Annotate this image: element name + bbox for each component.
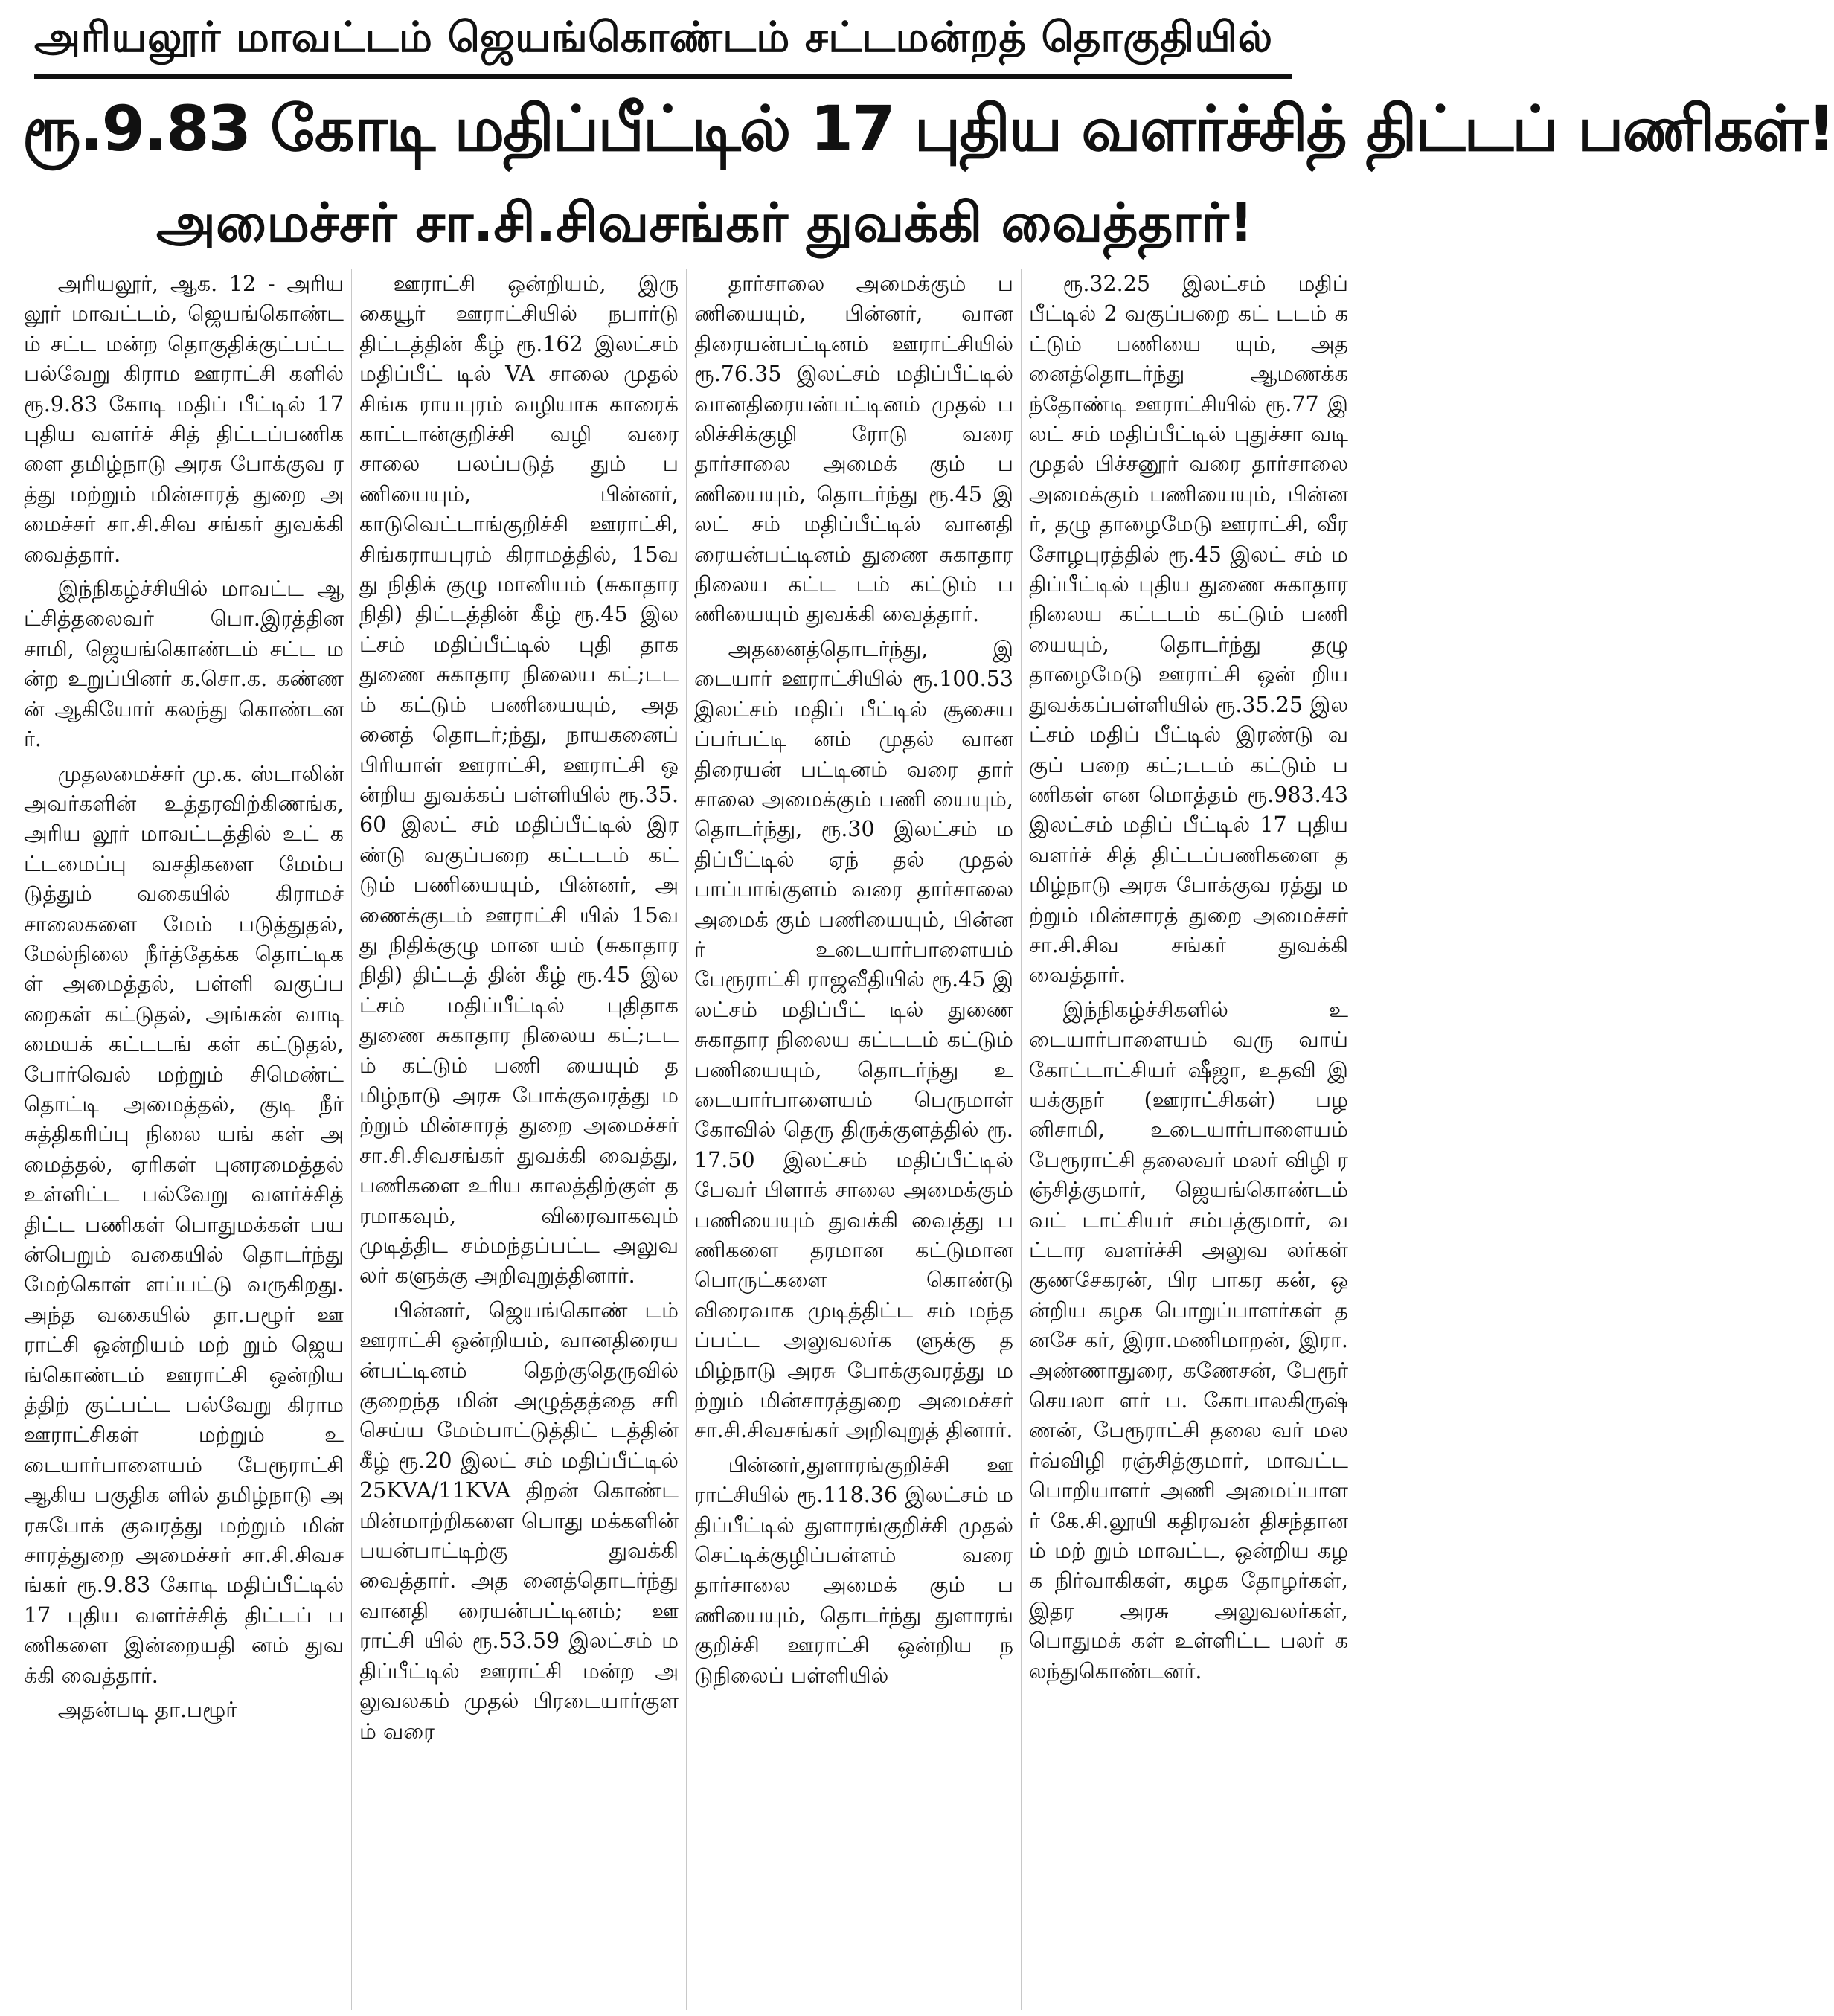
article-columns [16, 269, 1356, 2010]
article-paragraph: முதலமைச்சர் மு.க. ஸ்டாலின் அவர்களின் உத்தரவிற்கிணங்க, அரிய லூர் மாவட்டத்தில் உட் கட்டமைப்பு வசதிகளை மேம்படுத்தும் வகையில் கிராமச் சாலைகளை மேம் படுத்துதல், மேல்நிலை நீர்த்தேக்க தொட்டிகள் அமைத்தல், பள்ளி வகுப்ப றைகள் கட்டுதல், அங்கன் வாடி மையக் கட்டடங் கள் கட்டுதல், போர்வெல் மற்றும் சிமெண்ட் தொட்டி அமைத்தல், குடி நீர் சுத்திகரிப்பு நிலை யங் கள் அமைத்தல், ஏரிகள் புனரமைத்தல் உள்ளிட்ட பல்வேறு வளர்ச்சித் திட்ட பணிகள் பொதுமக்கள் பயன்பெறும் வகையில் தொடர்ந்து மேற்கொள் ளப்பட்டு வருகிறது. அந்த வகையில் தா.பழூர் ஊராட்சி ஒன்றியம் மற் றும் ஜெயங்கொண்டம் ஊராட்சி ஒன்றியத்திற் குட்பட்ட பல்வேறு கிராம ஊராட்சிகள் மற்றும் உடையார்பாளையம் பேரூராட்சி ஆகிய பகுதிக ளில் தமிழ்நாடு அரசுபோக் குவரத்து மற்றும் மின் சாரத்துறை அமைச்சர் சா.சி.சிவசங்கர் ரூ.9.83 கோடி மதிப்பீட்டில் 17 புதிய வளர்ச்சித் திட்டப் பணிகளை இன்றையதி னம் துவக்கி வைத்தார். [24, 761, 344, 1688]
article-column-1 [16, 269, 351, 2010]
article-column-3 [686, 269, 1021, 2010]
article-paragraph: இந்நிகழ்ச்சியில் மாவட்ட ஆட்சித்தலைவர் பொ.இரத்தினசாமி, ஜெயங்கொண்டம் சட்ட மன்ற உறுப்பினர் க.சொ.க. கண்ணன் ஆகியோர் கலந்து கொண்டனர். [24, 577, 344, 752]
article-paragraph: பின்னர், ஜெயங்கொண் டம் ஊராட்சி ஒன்றியம், வானதிரையன்பட்டினம் தெற்குதெருவில் குறைந்த மின் அழுத்தத்தை சரி செய்ய மேம்பாட்டுத்திட் டத்தின் கீழ் ரூ.20 இலட் சம் மதிப்பீட்டில் 25KVA/11KVA திறன் கொண்ட மின்மாற்றிகளை பொது மக்களின் பயன்பாட்டிற்கு துவக்கி வைத்தார். அத னைத்தொடர்ந்து வானதி ரையன்பட்டினம்; ஊராட்சி யில் ரூ.53.59 இலட்சம் மதிப்பீட்டில் ஊராட்சி மன்ற அலுவலகம் முதல் பிரடையார்குளம் வரை [359, 1297, 679, 1744]
article-paragraph: ஊராட்சி ஒன்றியம், இரு கையூர் ஊராட்சியில் நபார்டு திட்டத்தின் கீழ் ரூ.162 இலட்சம் மதிப்பீட் டில் VA சாலை முதல் சிங்க ராயபுரம் வழியாக காரைக் காட்டான்குறிச்சி வழி வரை சாலை பலப்படுத் தும் பணியையும், பின்னர், காடுவெட்டாங்குறிச்சி ஊராட்சி, சிங்கராயபுரம் கிராமத்தில், 15வது நிதிக் குழு மானியம் (சுகாதார நிதி) திட்டத்தின் கீழ் ரூ.45 இலட்சம் மதிப்பீட்டில் புதி தாக துணை சுகாதார நிலைய கட்;டடம் கட்டும் பணியையும், அதனைத் தொடர்;ந்து, நாயகனைப் பிரியாள் ஊராட்சி, ஊராட்சி ஒன்றிய துவக்கப் பள்ளியில் ரூ.35.60 இலட் சம் மதிப்பீட்டில் இரண்டு வகுப்பறை கட்டடம் கட் டும் பணியையும், பின்னர், அணைக்குடம் ஊராட்சி யில் 15வது நிதிக்குழு மான யம் (சுகாதார நிதி) திட்டத் தின் கீழ் ரூ.45 இலட்சம் மதிப்பீட்டில் புதிதாக துணை சுகாதார நிலைய கட்;டடம் கட்டும் பணி யையும் தமிழ்நாடு அரசு போக்குவரத்து மற்றும் மின்சாரத் துறை அமைச்சர் சா.சி.சிவசங்கர் துவக்கி வைத்து, பணிகளை உரிய காலத்திற்குள் தரமாகவும், விரைவாகவும் முடித்திட சம்மந்தப்பட்ட அலுவலர் களுக்கு அறிவுறுத்தினார். [359, 272, 679, 1288]
article-paragraph: அதனைத்தொடர்ந்து, இடையார் ஊராட்சியில் ரூ.100.53 இலட்சம் மதிப் பீட்டில் சூசையப்பர்பட்டி னம் முதல் வானதிரையன் பட்டினம் வரை தார் சாலை அமைக்கும் பணி யையும், தொடர்ந்து, ரூ.30 இலட்சம் மதிப்பீட்டில் ஏந் தல் முதல் பாப்பாங்குளம் வரை தார்சாலை அமைக் கும் பணியையும், பின்னர் உடையார்பாளையம் பேரூராட்சி ராஜவீதியில் ரூ.45 இலட்சம் மதிப்பீட் டில் துணை சுகாதார நிலைய கட்டடம் கட்டும் பணியையும், தொடர்ந்து உடையார்பாளையம் பெருமாள் கோவில் தெரு திருக்குளத்தில் ரூ.17.50 இலட்சம் மதிப்பீட்டில் பேவர் பிளாக் சாலை அமைக்கும் பணியையும் துவக்கி வைத்து பணிகளை தரமான கட்டுமான பொருட்களை கொண்டு விரைவாக முடித்திட்ட சம் மந்தப்பட்ட அலுவலர்க ளுக்கு தமிழ்நாடு அரசு போக்குவரத்து மற்றும் மின்சாரத்துறை அமைச்சர் சா.சி.சிவசங்கர் அறிவுறுத் தினார். [694, 636, 1013, 1443]
subheadline: அமைச்சர் சா.சி.சிவசங்கர் துவக்கி வைத்தார்! [156, 191, 1254, 254]
article-paragraph: தார்சாலை அமைக்கும் பணியையும், பின்னர், வானதிரையன்பட்டினம் ஊராட்சியில் ரூ.76.35 இலட்சம் மதிப்பீட்டில் வானதிரையன்பட்டினம் முதல் பலிச்சிக்குழி ரோடு வரை தார்சாலை அமைக் கும் பணியையும், தொடர்ந்து ரூ.45 இலட் சம் மதிப்பீட்டில் வானதி ரையன்பட்டினம் துணை சுகாதார நிலைய கட்ட டம் கட்டும் பணியையும் துவக்கி வைத்தார். [694, 272, 1013, 627]
article-column-2 [351, 269, 686, 2010]
headline: ரூ.9.83 கோடி மதிப்பீட்டில் 17 புதிய வளர்ச்சித் திட்டப் பணிகள்! [22, 92, 1834, 165]
article-paragraph: ரூ.32.25 இலட்சம் மதிப் பீட்டில் 2 வகுப்பறை கட் டடம் கட்டும் பணியை யும், அதனைத்தொடர்ந்து ஆமணக்கந்தோண்டி ஊராட்சியில் ரூ.77 இலட் சம் மதிப்பீட்டில் புதுச்சா வடி முதல் பிச்சனூர் வரை தார்சாலை அமைக்கும் பணியையும், பின்னர், தழு தாழைமேடு ஊராட்சி, வீர சோழபுரத்தில் ரூ.45 இலட் சம் மதிப்பீட்டில் புதிய துணை சுகாதார நிலைய கட்டடம் கட்டும் பணி யையும், தொடர்ந்து தழு தாழைமேடு ஊராட்சி ஒன் றிய துவக்கப்பள்ளியில் ரூ.35.25 இலட்சம் மதிப் பீட்டில் இரண்டு வகுப் பறை கட்;டடம் கட்டும் பணிகள் என மொத்தம் ரூ.983.43 இலட்சம் மதிப் பீட்டில் 17 புதிய வளர்ச் சித் திட்டப்பணிகளை தமிழ்நாடு அரசு போக்குவ ரத்து மற்றும் மின்சாரத் துறை அமைச்சர் சா.சி.சிவ சங்கர் துவக்கி வைத்தார். [1029, 272, 1348, 988]
article-paragraph: அதன்படி தா.பழூர் [57, 1698, 237, 1723]
article-paragraph: அரியலூர், ஆக. 12 - அரியலூர் மாவட்டம், ஜெயங்கொண்டம் சட்ட மன்ற தொகுதிக்குட்பட்ட பல்வேறு கிராம ஊராட்சி களில் ரூ.9.83 கோடி மதிப் பீட்டில் 17 புதிய வளர்ச் சித் திட்டப்பணிகளை தமிழ்நாடு அரசு போக்குவ ரத்து மற்றும் மின்சாரத் துறை அமைச்சர் சா.சி.சிவ சங்கர் துவக்கி வைத்தார். [24, 272, 344, 567]
article-column-4 [1021, 269, 1356, 2010]
article-paragraph: இந்நிகழ்ச்சிகளில் உடையார்பாளையம் வரு வாய் கோட்டாட்சியர் ஷீஜா, உதவி இயக்குநர் (ஊராட்சிகள்) பழனிசாமி, உடையார்பாளையம் பேரூராட்சி தலைவர் மலர் விழி ரஞ்சித்குமார், ஜெயங்கொண்டம் வட் டாட்சியர் சம்பத்குமார், வட்டார வளர்ச்சி அலுவ லர்கள் குணசேகரன், பிர பாகர கன், ஒன்றிய கழக பொறுப்பாளர்கள் தனசே கர், இரா.மணிமாறன், இரா.அண்ணாதுரை, கணேசன், பேரூர் செயலா ளர் ப. கோபாலகிருஷ் ணன், பேரூராட்சி தலை வர் மலர்வ்விழி ரஞ்சித்குமார், மாவட்ட பொறியாளர் அணி அமைப்பாளர் கே.சி.லூயி கதிரவன் திசந்தானம் மற் றும் மாவட்ட, ஒன்றிய கழக நிர்வாகிகள், கழக தோழர்கள், இதர அரசு அலுவலர்கள், பொதுமக் கள் உள்ளிட்ட பலர் கலந்துகொண்டனர். [1029, 997, 1348, 1683]
kicker-line: அரியலூர் மாவட்டம் ஜெயங்கொண்டம் சட்டமன்றத் தொகுதியில் [34, 6, 1292, 79]
article-paragraph: பின்னர்,துளாரங்குறிச்சி ஊராட்சியில் ரூ.118.36 இலட்சம் மதிப்பீட்டில் துளாரங்குறிச்சி முதல் செட்டிக்குழிப்பள்ளம் வரை தார்சாலை அமைக் கும் பணியையும், தொடர்ந்து துளாரங் குறிச்சி ஊராட்சி ஒன்றிய நடுநிலைப் பள்ளியில் [694, 1452, 1013, 1688]
